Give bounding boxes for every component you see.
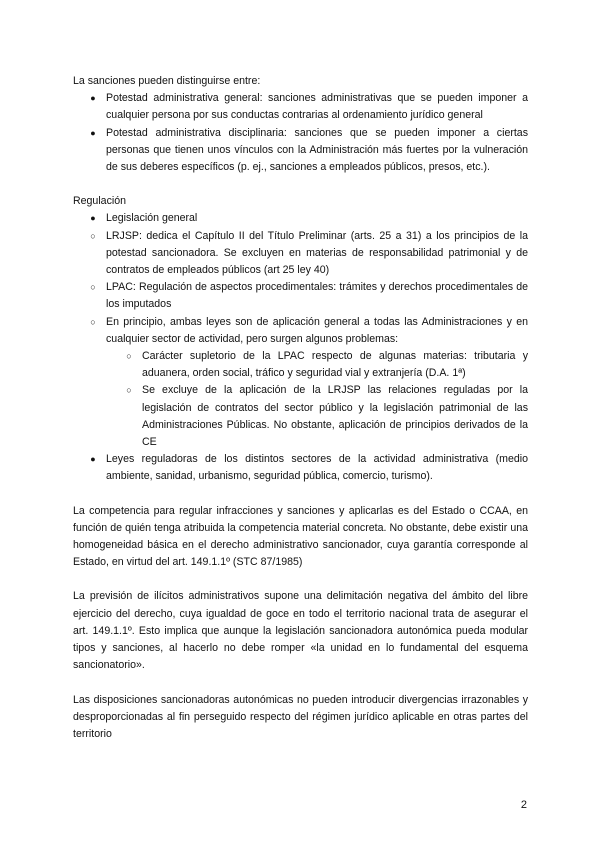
list-item: ○ Carácter supletorio de la LPAC respecto de algunas materias: tributaria y aduanera, orden social, tráfico y seguridad vial y extranjería (D.A. 1ª) (142, 348, 528, 382)
list-item: ○ Se excluye de la aplicación de la LRJSP las relaciones reguladas por la legislación de contratos del sector público y la legislación patrimonial de las Administraciones Públicas. No obstante, aplicación de principios derivados de la CE (142, 382, 528, 451)
circle-bullet-icon: ○ (126, 351, 132, 362)
page-number: 2 (520, 799, 527, 811)
section-heading: Regulación (73, 195, 127, 208)
list-item: ○ LRJSP: dedica el Capítulo II del Título Preliminar (arts. 25 a 31) a los principios de la potestad sancionadora. Se excluyen en materias de responsabilidad patrimonial y de contratos de empleados públicos (art 25 ley 40) (73, 228, 528, 280)
sub-list (73, 228, 528, 452)
intro-text: La sanciones pueden distinguirse entre: (73, 75, 261, 87)
list-item: ● Potestad administrativa disciplinaria: sanciones que se pueden imponer a ciertas personas que tienen unos vínculos con la Administración más fuertes por la vulneración de sus deberes específicos (p. ej., sanciones a empleados públicos, presos, etc.). (73, 125, 528, 177)
list-item: ● Leyes reguladoras de los distintos sectores de la actividad administrativa (medio ambiente, sanidad, urbanismo, seguridad pública, comercio, turismo). (73, 451, 528, 485)
list-item: ○ LPAC: Regulación de aspectos procedimentales: trámites y derechos procedimentales de los imputados (73, 279, 528, 313)
bullet-icon: ● (90, 454, 96, 465)
circle-bullet-icon: ○ (126, 385, 132, 396)
paragraph: La previsión de ilícitos administrativos supone una delimitación negativa del ámbito del libre ejercicio del derecho, cuya igualdad de goce en todo el territorio nacional trata de asegurar el art. 149.1.1º. Esto implica que aunque la legislación sancionadora autonómica pueda modular tipos y sanciones, al hacerlo no debe romper «la unidad en lo fundamental del esquema sancionatorio». (73, 590, 528, 672)
bullet-icon: ● (90, 93, 96, 104)
regulation-list (73, 210, 528, 485)
circle-bullet-icon: ○ (90, 282, 96, 293)
circle-bullet-icon: ○ (90, 230, 96, 241)
paragraph: Las disposiciones sancionadoras autonómicas no pueden introducir divergencias irrazonables y desproporcionadas al fin perseguido respecto del régimen jurídico aplicable en otras partes del territorio (73, 693, 528, 740)
sub-sub-list (126, 348, 528, 451)
bullet-icon: ● (90, 213, 96, 224)
bullet-icon: ● (90, 127, 96, 138)
paragraph: La competencia para regular infracciones y sanciones y aplicarlas es del Estado o CCAA, en función de quién tenga atribuida la competencia material concreta. No obstante, debe existir una homogeneidad básica en el derecho administrativo sancionador, cuya garantía corresponde al Estado, en virtud del art. 149.1.1º (STC 87/1985) (73, 504, 528, 569)
circle-bullet-icon: ○ (90, 316, 96, 327)
sanctions-list (73, 90, 528, 176)
list-item: ● Potestad administrativa general: sanciones administrativas que se pueden imponer a cualquier persona por sus conductas contrarias al ordenamiento jurídico general (73, 90, 528, 124)
list-item: ○ En principio, ambas leyes son de aplicación general a todas las Administraciones y en cualquier sector de actividad, pero surgen algunos problemas: ○ Carácter supletorio de la LPAC respecto de algunas materias: tributaria y aduanera, orden social, tráfico y seguridad vial y extranjería (D.A. 1ª) ○ Se excluye de la aplicación de la LRJSP las relaciones reguladas por la legislación de contratos del sector público y la legislación patrimonial de las Administraciones Públicas. No obstante, aplicación de principios derivados de la CE (73, 314, 528, 452)
document-page (73, 73, 528, 743)
list-item: ● Legislación general ○ LRJSP: dedica el Capítulo II del Título Preliminar (arts. 25 a 31) a los principios de la potestad sancionadora. Se excluyen en materias de responsabilidad patrimonial y de contratos de empleados públicos (art 25 ley 40) ○ LPAC: Regulación de aspectos procedimentales: trámites y derechos procedimentales de los imputados ○ En principio, ambas leyes son de aplicación general a todas las Administraciones y en cualquier sector de actividad, pero surgen algunos problemas: ○ Carácter supletorio de la LPAC respecto de algunas materias: tributaria y aduanera, orden social, tráfico y seguridad vial y extranjería (D.A. 1ª) ○ Se excluye de la aplicación de la LRJSP las relaciones reguladas por la legislación de contratos del sector público y la legislación patrimonial de las Administraciones Públicas. No obstante, aplicación de principios derivados de la CE (73, 210, 528, 451)
